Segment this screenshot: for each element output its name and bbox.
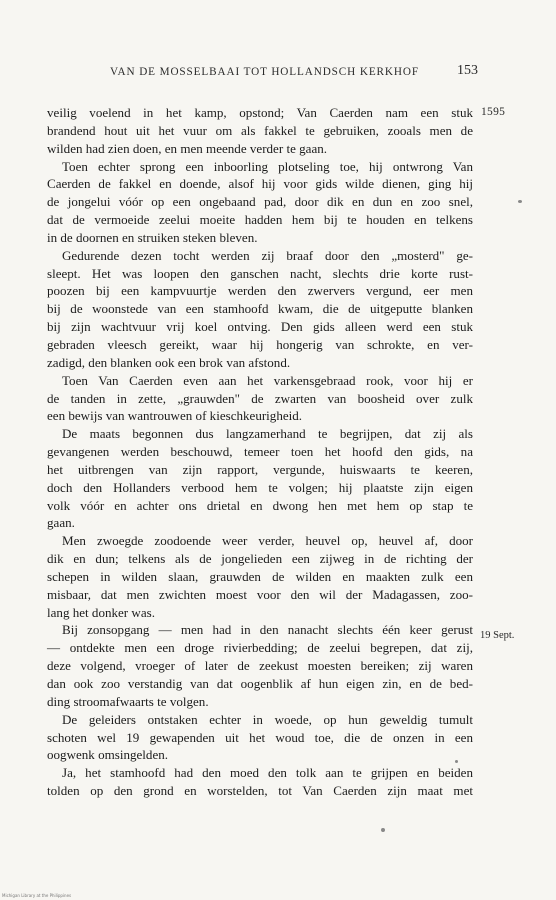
text-line: doch den Hollanders verbood hem te volgen; hij plaatste zijn eigen <box>47 479 473 495</box>
footer-stamp: Michigan Library at the Philippines <box>2 893 72 898</box>
body-text <box>47 104 473 800</box>
running-head-title: VAN DE MOSSELBAAI TOT HOLLANDSCH KERKHOF <box>110 66 419 78</box>
text-line: een bewijs van wantrouwen of kieschkeurigheid. <box>47 408 303 424</box>
text-line: bij zijn wachtvuur vrij koel ontving. Den gids alleen werd een stuk <box>47 319 473 335</box>
text-line: Gedurende dezen tocht werden zij braaf door den „mosterd" ge- <box>62 247 473 263</box>
text-line: sleept. Het was loopen den ganschen nacht, slechts drie korte rust- <box>47 265 473 281</box>
text-line: dik en dun; telkens als de jongelieden een zijweg in de richting der <box>47 551 473 567</box>
text-line: gevangenen werden beschouwd, temeer toen het hoofd den gids, na <box>47 444 473 460</box>
text-line: wilden had zien doen, en men meende verder te gaan. <box>47 140 328 156</box>
text-line: gaan. <box>47 515 75 531</box>
text-line: lang het donker was. <box>47 604 155 620</box>
paragraph <box>47 621 473 710</box>
paragraph <box>47 425 473 532</box>
paragraph <box>47 372 473 426</box>
text-line: deze volgend, vroeger of later de zeekust moesten bereiken; zij waren <box>47 658 473 674</box>
paper-speck <box>455 760 458 763</box>
text-line: bij de woonstede van een stamhoofd kwam, die de uitgeputte blanken <box>47 301 473 317</box>
text-line: de tanden in zette, „grauwden" de zwarten van boosheid over zulk <box>47 390 473 406</box>
text-line: dat de vermoeide zeelui moeite hadden hem bij te houden en telkens <box>47 212 473 228</box>
text-line: poozen bij een kampvuurtje werden den zwervers vergund, eer men <box>47 283 473 299</box>
text-line: ding stroomafwaarts te volgen. <box>47 693 209 709</box>
text-line: De geleiders ontstaken echter in woede, op hun geweldig tumult <box>62 711 473 727</box>
text-line: — ontdekte men een droge rivierbedding; de zeelui begrepen, dat zij, <box>47 640 473 656</box>
text-line: dan ook zoo verstandig van dat oogenblik af hun eigen zin, en de bed- <box>47 676 473 691</box>
page-number: 153 <box>457 63 478 78</box>
text-line: schoten wel 19 gewapenden uit het woud toe, die de onzen in een <box>47 729 473 745</box>
paragraph <box>47 158 473 247</box>
paragraph <box>47 104 473 158</box>
text-line: misbaar, dat men zwichten moest voor den wil der Madagassen, zoo- <box>47 586 473 602</box>
paper-speck <box>381 828 385 832</box>
text-line: zadigd, den blanken ook een brok van afstond. <box>47 354 291 370</box>
text-line: volk vóór en achter ons drietal en dwong hen met hem op stap te <box>47 497 473 513</box>
text-line: Toen echter sprong een inboorling plotseling toe, hij ontwrong Van <box>62 158 473 174</box>
paragraph <box>47 532 473 621</box>
text-line: gebraden vleesch gereikt, waar hij hongerig van schrokte, en ver- <box>47 336 473 352</box>
text-line: veilig voelend in het kamp, opstond; Van Caerden nam een stuk <box>47 105 473 120</box>
margin-note-date: 19 Sept. <box>480 630 515 641</box>
text-line: De maats begonnen dus langzamerhand te begrijpen, dat zij als <box>62 426 473 442</box>
text-line: de jongelui vóór op een ongebaand pad, door dik en dun en zoo snel, <box>47 194 473 210</box>
margin-note-year: 1595 <box>481 106 506 118</box>
text-line: oogwenk omsingelden. <box>47 747 169 763</box>
paragraph <box>47 764 473 800</box>
text-line: Men zwoegde zoodoende weer verder, heuvel op, heuvel af, door <box>62 533 473 549</box>
text-line: in de doornen en struiken steken bleven. <box>47 229 258 245</box>
text-line: Toen Van Caerden even aan het varkensgebraad rook, voor hij er <box>62 372 473 388</box>
paragraph <box>47 247 473 372</box>
text-line: schepen in wilden slaan, grauwden de wilden en maakten zulk een <box>47 568 473 584</box>
text-line: Caerden de fakkel en doende, alsof hij voor gids wilde dienen, ging hij <box>47 176 473 192</box>
text-line: Ja, het stamhoofd had den moed den tolk aan te grijpen en beiden <box>62 765 473 781</box>
text-line: brandend hout uit het vuur om als fakkel te gebruiken, zooals men de <box>47 122 473 138</box>
text-line: tolden op den grond en worstelden, tot Van Caerden zijn maat met <box>47 783 473 799</box>
paper-speck <box>518 200 522 203</box>
text-line: Bij zonsopgang — men had in den nanacht slechts één keer gerust <box>62 622 473 638</box>
paragraph <box>47 711 473 765</box>
text-line: het uitbrengen van zijn rapport, vergunde, huiswaarts te keeren, <box>47 461 473 477</box>
